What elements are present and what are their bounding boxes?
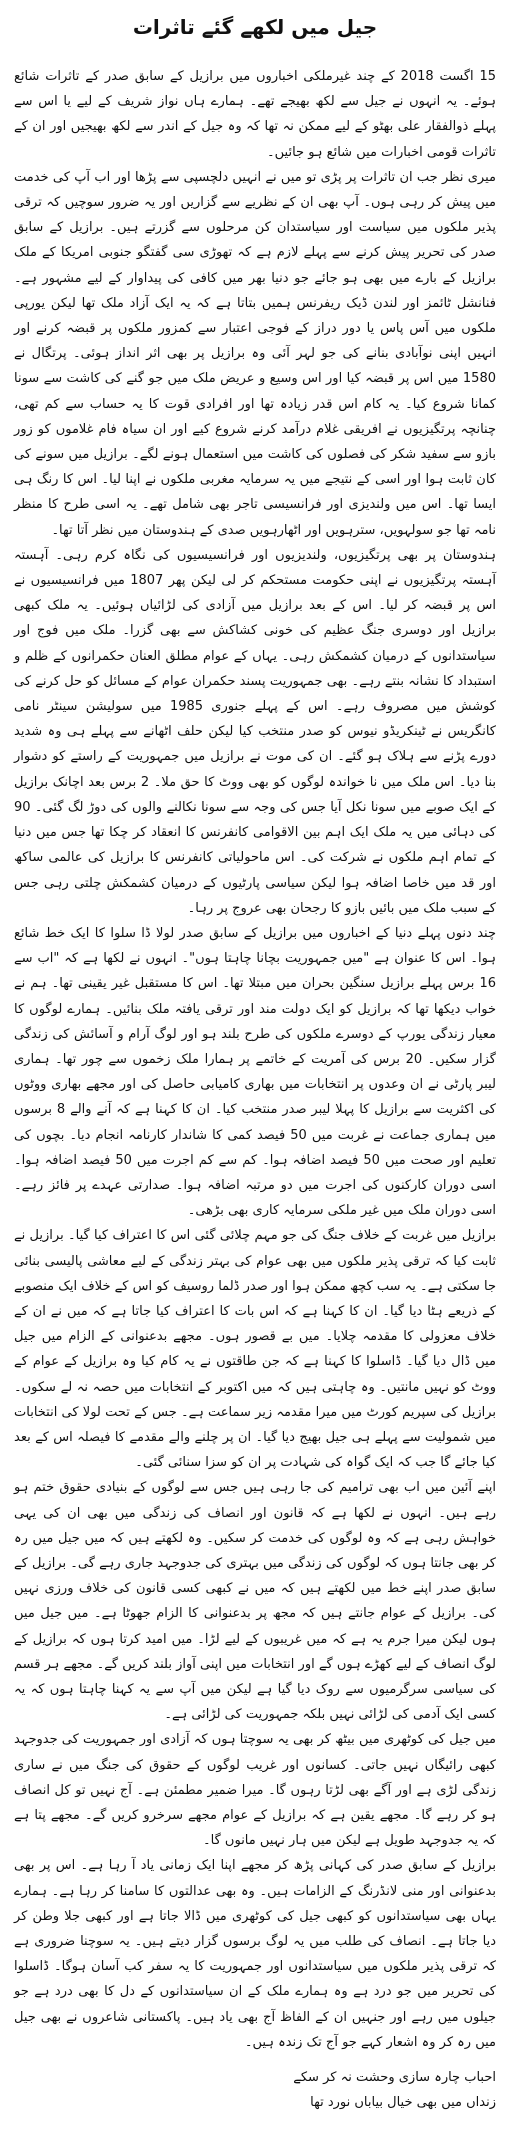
article-title: جیل میں لکھے گئے تاثرات	[132, 15, 378, 39]
paragraph-8: برازیل کے سابق صدر کی کہانی پڑھ کر مجھے اپنا ایک زمانی یاد آ رہا ہے۔ اس پر بھی بدعنوانی اور منی لانڈرنگ کے الزامات ہیں۔ وہ بھی عدالتوں کا سامنا کر رہا ہے۔ ہمارے یہاں بھی سیاستدانوں کو کبھی جیل کی کوٹھری میں ڈالا جاتا ہے اور کبھی جلا وطن کر دیا جاتا ہے۔ انصاف کی طلب میں یہ لوگ برسوں گزار دیتے ہیں۔ یہ سوچنا ضروری ہے کہ ترقی پذیر ملکوں میں سیاستدانوں اور جمہوریت کا یہ سفر کب آسان ہوگا۔ ڈاسلوا کی تحریر میں جو درد ہے وہ ہمارے ملک کے ان سیاستدانوں کے دل کا بھی درد ہے جو جیلوں میں رہے اور جنہیں ان کے الفاظ آج بھی یاد ہیں۔ پاکستانی شاعروں نے بھی جیل میں رہ کر وہ اشعار کہے جو آج تک زندہ ہیں۔	[14, 1858, 496, 2050]
paragraph-1: 15 اگست 2018 کے چند غیرملکی اخباروں میں برازیل کے سابق صدر کے تاثرات شائع ہوئے۔ یہ انہوں نے جیل سے لکھ بھیجے تھے۔ ہمارے ہاں نواز شریف کے لیے یا اس سے پہلے ذوالفقار علی بھٹو کے لیے ممکن نہ تھا کہ وہ جیل کے اندر سے لکھ بھیجیں اور ان کے تاثرات قومی اخبارات میں شائع ہو جائیں۔	[14, 69, 496, 160]
paragraph-3: ہندوستان پر بھی پرتگیزیوں، ولندیزیوں اور فرانسیسیوں کی نگاہ کرم رہی۔ آہستہ آہستہ پرتگیزیوں نے اپنی حکومت مستحکم کر لی لیکن پھر 1807 میں فرانسیسیوں نے اس پر قبضہ کر لیا۔ اس کے بعد برازیل میں آزادی کی لڑائیاں ہوئیں۔ یہ ملک کبھی برازیل اور دوسری جنگ عظیم کی خونی کشاکش سے بھی گزرا۔ ملک میں فوج اور سیاستدانوں کے درمیان کشمکش رہی۔ یہاں کے عوام مطلق العنان حکمرانوں کے ظلم و استبداد کا نشانہ بنتے رہے۔ بھی جمہوریت پسند حکمران عوام کے مسائل کو حل کرنے کی کوشش میں مصروف رہے۔ اس کے پہلے جنوری 1985 میں سولیشن سینٹر نامی کانگریس نے ٹینکریڈو نیوس کو صدر منتخب کیا لیکن حلف اٹھانے سے پہلے ہی وہ شدید دورے پڑنے سے ہلاک ہو گئے۔ ان کی موت نے برازیل میں جمہوریت کے راستے کو دشوار بنا دیا۔ اس ملک میں نا خواندہ لوگوں کو بھی ووٹ کا حق ملا۔ 2 برس بعد اچانک برازیل کے ایک صوبے میں سونا نکل آیا جس کی وجہ سے سونا نکالنے والوں کی دوڑ لگ گئی۔ 90 کی دہائی میں یہ ملک ایک اہم بین الاقوامی کانفرنس کا انعقاد کر چکا تھا جس میں دنیا کے تمام اہم ملکوں نے شرکت کی۔ اس ماحولیاتی کانفرنس کا برازیل کی عالمی ساکھ اور قد میں خاصا اضافہ ہوا لیکن سیاسی پارٹیوں کے درمیان کشمکش چلتی رہی جس کے سبب ملک میں بائیں بازو کا رجحان بھی عروج پر رہا۔	[14, 547, 496, 916]
verse-line-1: احباب چارہ سازی وحشت نہ کر سکے	[293, 2070, 496, 2086]
paragraph-4: چند دنوں پہلے دنیا کے اخباروں میں برازیل کے سابق صدر لولا ڈا سلوا کا ایک خط شائع ہوا۔ اس کا عنوان ہے "میں جمہوریت بچانا چاہتا ہوں"۔ انہوں نے لکھا ہے کہ "اب سے 16 برس پہلے برازیل سنگین بحران میں مبتلا تھا۔ اس کا مستقبل غیر یقینی تھا۔ ہم نے خواب دیکھا تھا کہ برازیل کو ایک دولت مند اور ترقی یافتہ ملک بنائیں۔ ہمارے لوگوں کا معیار زندگی یورپ کے دوسرے ملکوں کی طرح بلند ہو اور لوگ آرام و آسائش کی زندگی گزار سکیں۔ 20 برس کی آمریت کے خاتمے پر ہمارا ملک زخموں سے چور تھا۔ ہماری لیبر پارٹی نے ان وعدوں پر انتخابات میں بھاری کامیابی حاصل کی اور مجھے بھاری ووٹوں کی اکثریت سے برازیل کا پہلا لیبر صدر منتخب کیا۔ ان کا کہنا ہے کہ آنے والے 8 برسوں میں ہماری جماعت نے غربت میں 50 فیصد کمی کا شاندار کارنامہ انجام دیا۔ بچوں کی تعلیم اور صحت میں 50 فیصد اضافہ ہوا۔ کم سے کم اجرت میں 50 فیصد اضافہ ہوا۔ اسی دوران کارکنوں کی اجرت میں دو مرتبہ اضافہ ہوا۔ صدارتی عہدے پر فائز رہے۔ اسی دوران ملک میں غیر ملکی سرمایہ کاری بھی بڑھی۔	[14, 925, 497, 1219]
verse-line-2: زنداں میں بھی خیال بیاباں نورد تھا	[310, 2095, 496, 2111]
paragraph-5: برازیل میں غربت کے خلاف جنگ کی جو مہم چلائی گئی اس کا اعتراف کیا گیا۔ برازیل نے ثابت کیا کہ ترقی پذیر ملکوں میں بھی عوام کی بہتر زندگی کے لیے معاشی پالیسی بنائی جا سکتی ہے۔ یہ سب کچھ ممکن ہوا اور صدر ڈلما روسیف کو اس کے خلاف ایک منصوبے کے ذریعے ہٹا دیا گیا۔ ان کا کہنا ہے کہ اس بات کا اعتراف کیا جاتا ہے کہ میں نے ان کے خلاف معزولی کا مقدمہ چلایا۔ میں بے قصور ہوں۔ مجھے بدعنوانی کے الزام میں جیل میں ڈال دیا گیا۔ ڈاسلوا کا کہنا ہے کہ جن طاقتوں نے یہ کام کیا وہ برازیل کے عوام کے ووٹ کو نہیں مانتیں۔ وہ چاہتی ہیں کہ میں اکتوبر کے انتخابات میں حصہ نہ لے سکوں۔ برازیل کی سپریم کورٹ میں میرا مقدمہ زیر سماعت ہے۔ جس کے تحت لولا کی انتخابات میں شمولیت سے پہلے ہی جیل بھیج دیا گیا۔ ان پر چلنے والے مقدمے کا فیصلہ اس کے بعد کیا جائے گا جب کہ ایک گواہ کی شہادت پر ان کو سزا سنائی گئی۔	[14, 1228, 496, 1471]
closing-verse	[14, 2065, 496, 2115]
paragraph-7: میں جیل کی کوٹھری میں بیٹھ کر بھی یہ سوچتا ہوں کہ آزادی اور جمہوریت کی جدوجہد کبھی رائیگاں نہیں جاتی۔ کسانوں اور غریب لوگوں کے حقوق کی جنگ میں نے ساری زندگی لڑی ہے اور آگے بھی لڑتا رہوں گا۔ میرا ضمیر مطمئن ہے۔ آج نہیں تو کل انصاف ہو کر رہے گا۔ مجھے یقین ہے کہ برازیل کے عوام مجھے سرخرو کریں گے۔ مجھے پتا ہے کہ یہ جدوجہد طویل ہے لیکن میں ہار نہیں مانوں گا۔	[14, 1732, 496, 1849]
paragraph-6: اپنے آئین میں اب بھی ترامیم کی جا رہی ہیں جس سے لوگوں کے بنیادی حقوق ختم ہو رہے ہیں۔ انہوں نے لکھا ہے کہ قانون اور انصاف کی زندگی میں بھی ان کی یہی خواہش رہی ہے کہ وہ لوگوں کی خدمت کر سکیں۔ وہ لکھتے ہیں کہ میں جیل میں رہ کر بھی جانتا ہوں کہ لوگوں کی زندگی میں بہتری کی جدوجہد جاری رہے گی۔ برازیل کے سابق صدر اپنے خط میں لکھتے ہیں کہ میں نے کبھی کسی قانون کی خلاف ورزی نہیں کی۔ برازیل کے عوام جانتے ہیں کہ مجھ پر بدعنوانی کا الزام جھوٹا ہے۔ میں جیل میں ہوں لیکن میرا جرم یہ ہے کہ میں غریبوں کے لیے لڑا۔ میں امید کرتا ہوں کہ برازیل کے لوگ انصاف کے لیے کھڑے ہوں گے اور انتخابات میں اپنی آواز بلند کریں گے۔ مجھے ہر قسم کی سیاسی سرگرمیوں سے روک دیا گیا ہے لیکن میں آپ سے یہ کہنا چاہتا ہوں کہ یہ کسی ایک آدمی کی لڑائی نہیں بلکہ جمہوریت کی لڑائی ہے۔	[14, 1480, 496, 1723]
paragraph-2: میری نظر جب ان تاثرات پر پڑی تو میں نے انہیں دلچسپی سے پڑھا اور اب آپ کی خدمت میں پیش کر رہی ہوں۔ آپ بھی ان کے نظریے سے گزاریں اور یہ ضرور سوچیں کہ ترقی پذیر ملکوں میں سیاست اور سیاستدان کن مرحلوں سے گزرتے ہیں۔ برازیل کے سابق صدر کی تحریر پیش کرنے سے پہلے لازم ہے کہ تھوڑی سی گفتگو جنوبی امریکا کے ملک برازیل کے بارے میں بھی ہو جائے جو دنیا بھر میں کافی کی پیداوار کے لیے مشہور ہے۔ فنانشل ٹائمز اور لندن ڈیک ریفرنس ہمیں بتاتا ہے کہ یہ ایک آزاد ملک تھا لیکن یورپی ملکوں میں آس پاس یا دور دراز کے فوجی اعتبار سے کمزور ملکوں پر قبضہ کرنے اور انہیں اپنی نوآبادی بنانے کی جو لہر آئی وہ برازیل پر بھی اثر انداز ہوئی۔ پرتگال نے 1580 میں اس پر قبضہ کیا اور اس وسیع و عریض ملک میں جو گنے کی کاشت سے سونا کمانا شروع کیا۔ یہ کام اس قدر زیادہ تھا اور افرادی قوت کا یہ حساب سے کم تھی، چنانچہ پرتگیزیوں نے افریقی غلام درآمد کرنے شروع کیے اور ان سیاہ فام غلاموں کو زور بازو سے سفید شکر کی فصلوں کی کاشت میں استعمال ہونے لگے۔ برازیل میں سونے کی کان ثابت ہوا اور اسی کے نتیجے میں یہ سرمایہ مغربی ملکوں نے اپنا لیا۔ اس کا رنگ ہی ایسا تھا۔ اس میں ولندیزی اور فرانسیسی تاجر بھی شامل تھے۔ یہ اسی طرح کا منظر نامہ تھا جو سولہویں، سترہویں اور اٹھارہویں صدی کے ہندوستان میں نظر آتا تھا۔	[14, 169, 496, 538]
